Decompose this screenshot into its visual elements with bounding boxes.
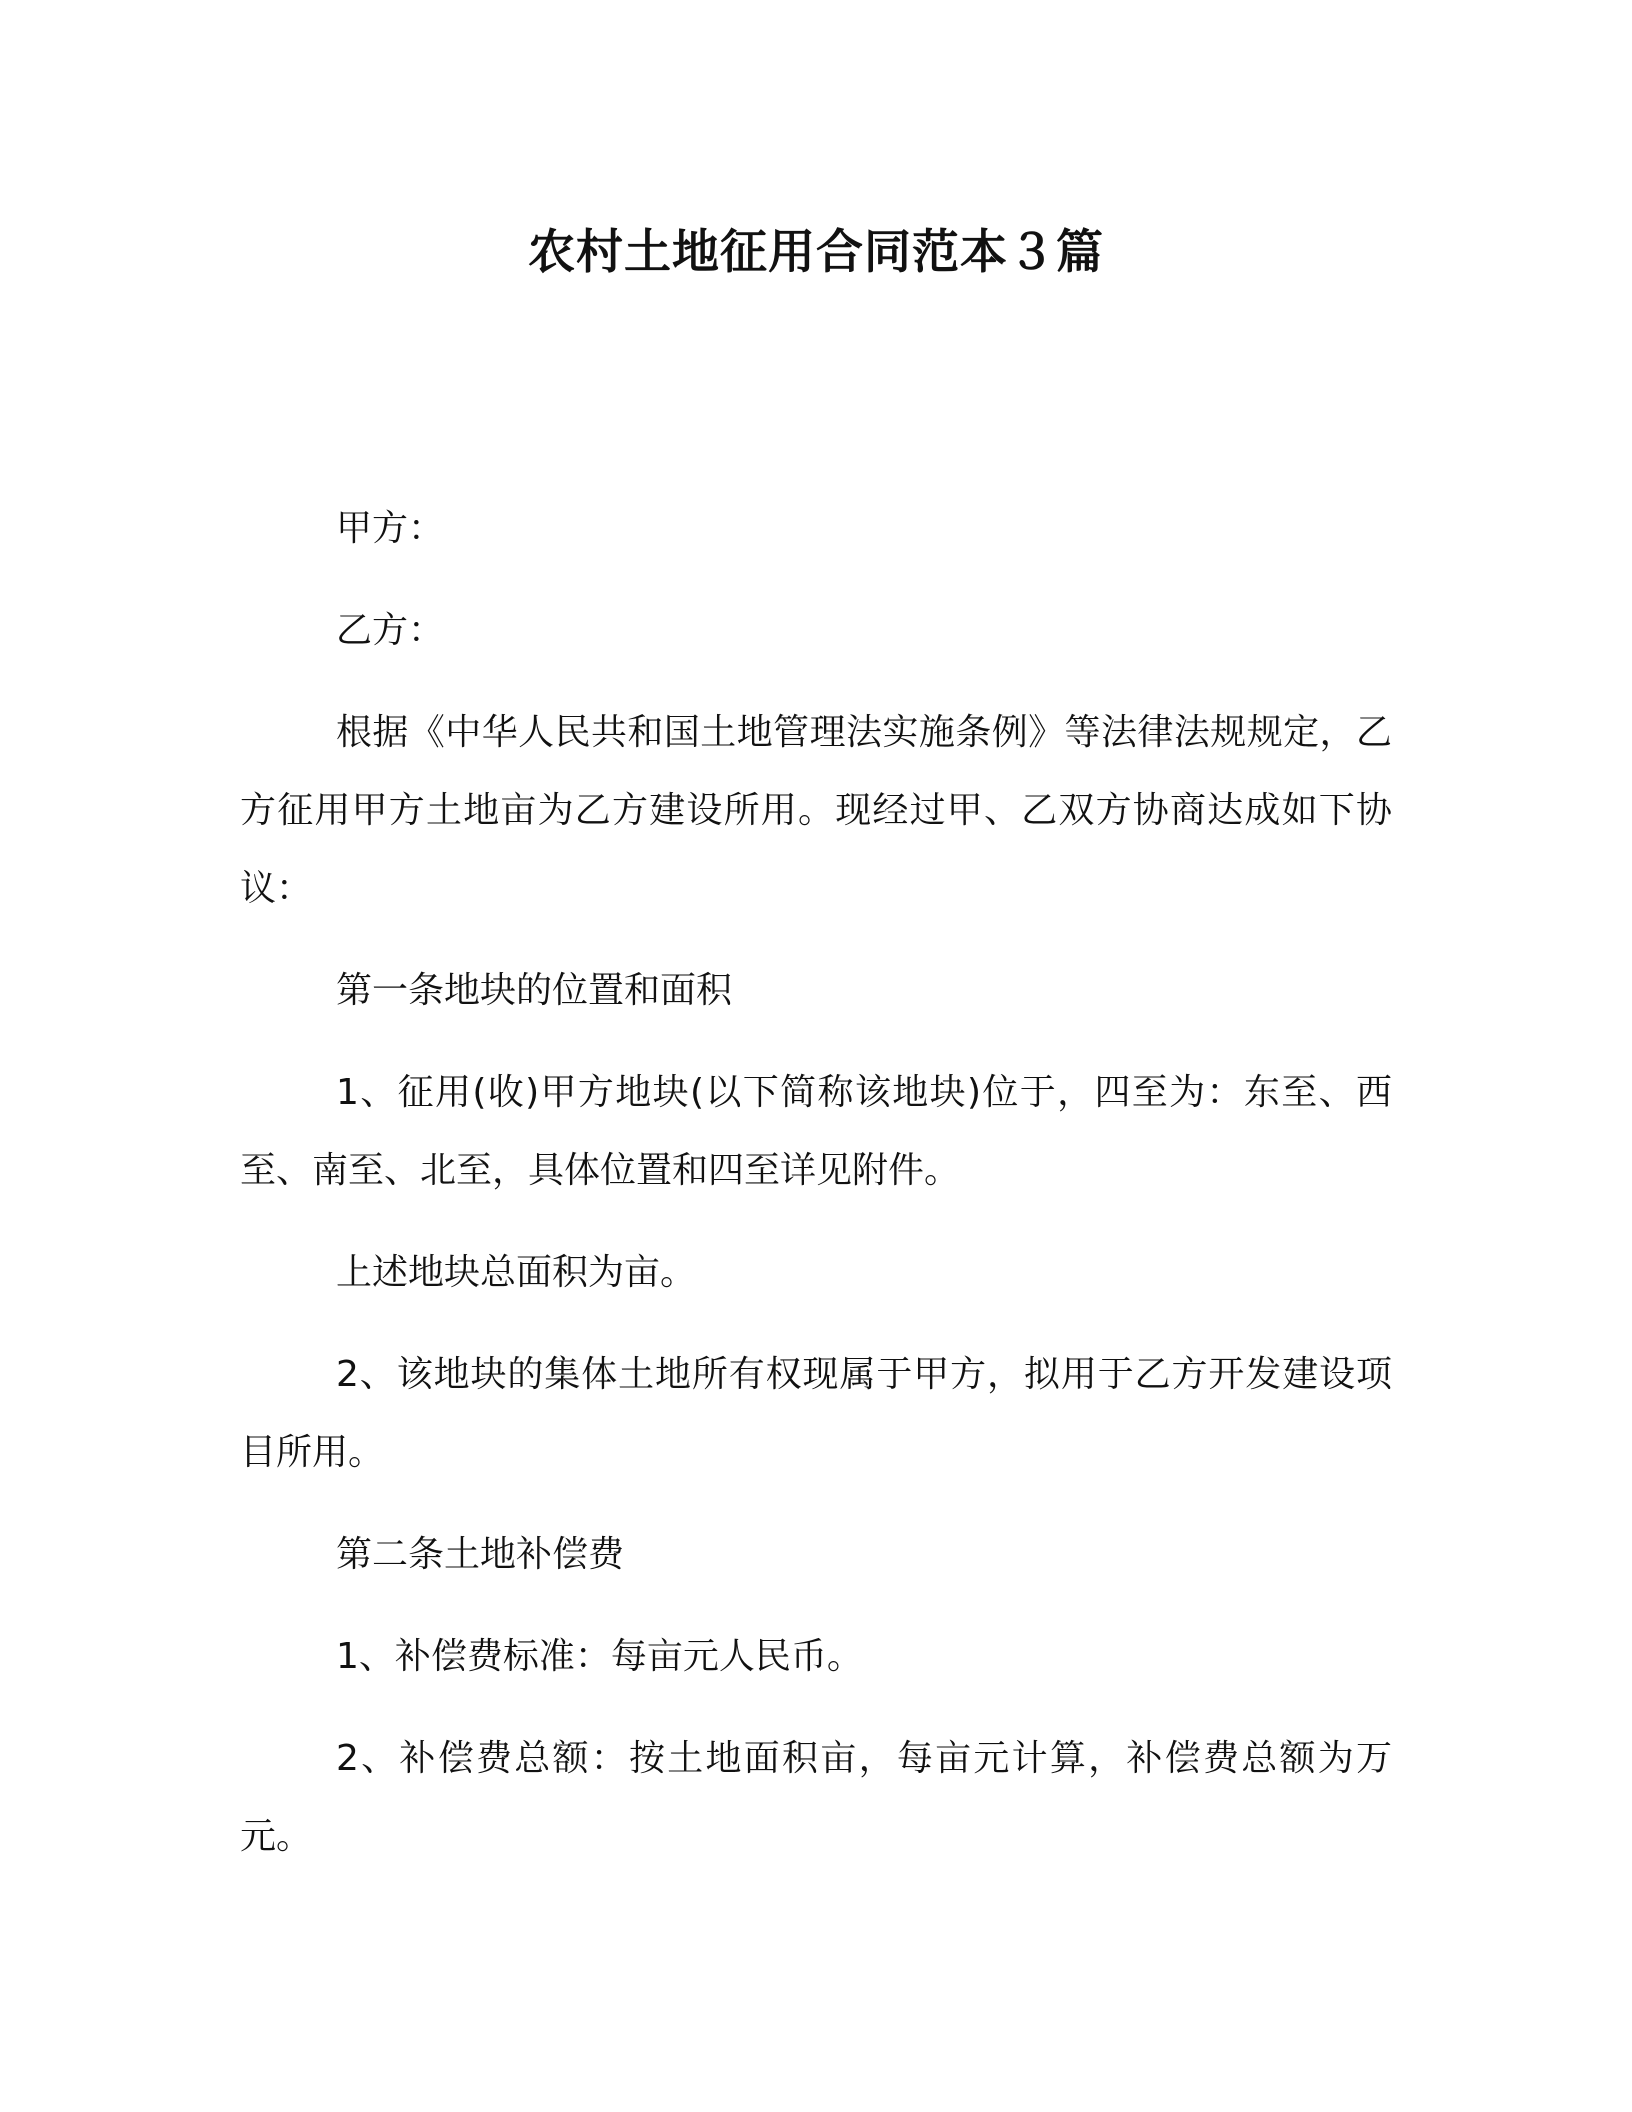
party-b-line: 乙方： [336, 610, 445, 651]
article-2-clause-2: 2、补偿费总额：按土地面积亩，每亩元计算，补偿费总额为万元。 [240, 1738, 1392, 1857]
preamble-paragraph: 根据《中华人民共和国土地管理法实施条例》等法律法规规定，乙方征用甲方土地亩为乙方建设所用。现经过甲、乙双方协商达成如下协议： [240, 712, 1392, 909]
article-1-area-line: 上述地块总面积为亩。 [336, 1252, 697, 1293]
document-title: 农村土地征用合同范本３篇 [528, 225, 1104, 280]
article-2-clause-1: 1、补偿费标准：每亩元人民币。 [336, 1636, 863, 1677]
document-body [240, 490, 1392, 1900]
article-2-heading: 第二条土地补偿费 [336, 1534, 625, 1575]
article-1-clause-2: 2、该地块的集体土地所有权现属于甲方，拟用于乙方开发建设项目所用。 [240, 1354, 1392, 1473]
article-1-clause-1: 1、征用(收)甲方地块(以下简称该地块)位于，四至为：东至、西至、南至、北至，具体位置和四至详见附件。 [240, 1072, 1392, 1191]
party-a-line: 甲方： [336, 508, 445, 549]
article-1-heading: 第一条地块的位置和面积 [336, 970, 733, 1011]
